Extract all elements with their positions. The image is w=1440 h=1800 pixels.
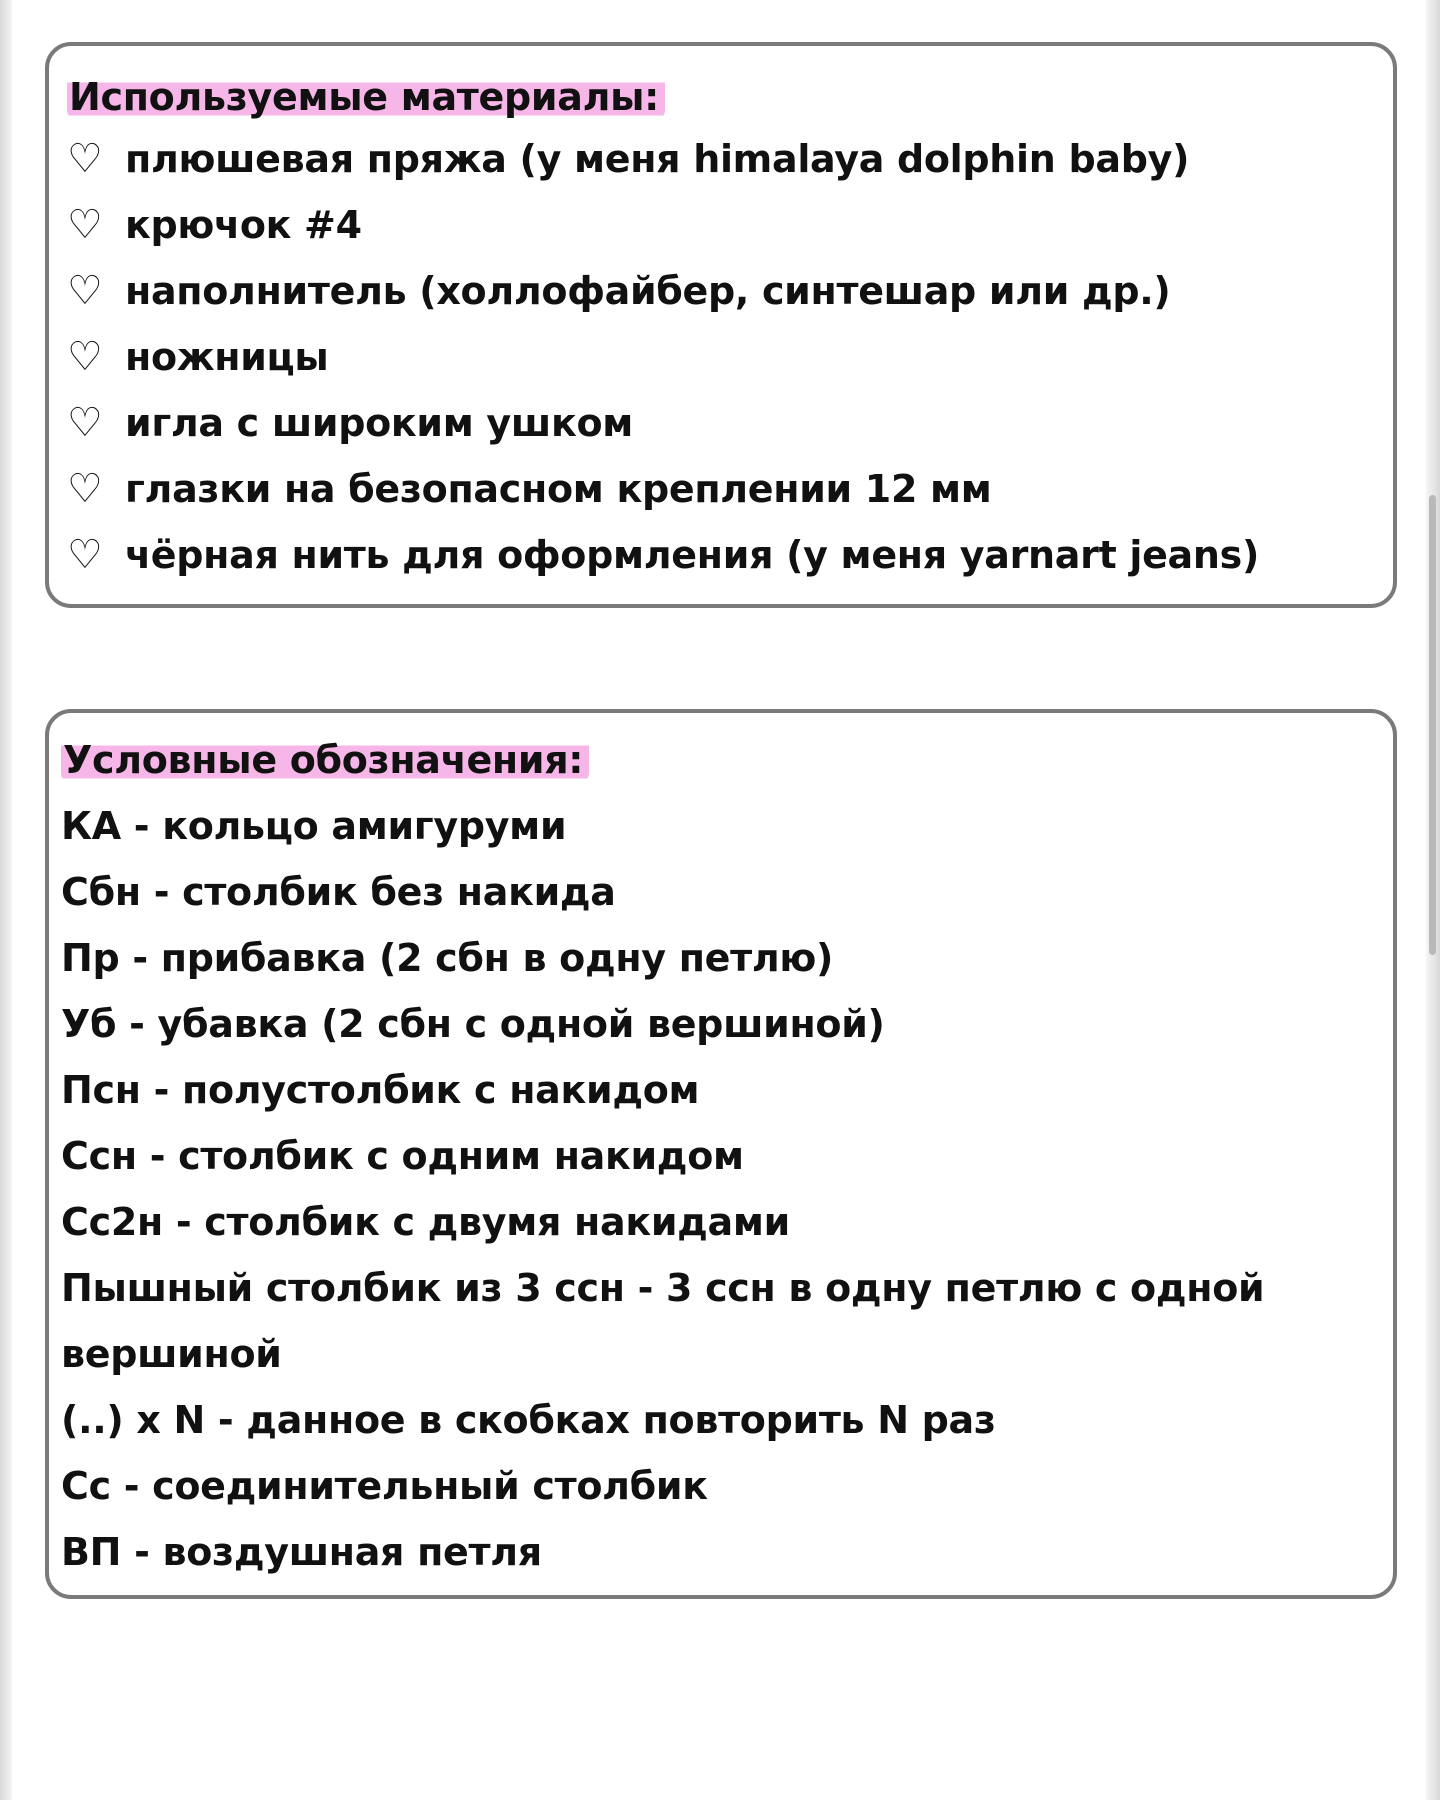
heart-outline-icon: ♡ — [67, 334, 103, 380]
heart-outline-icon: ♡ — [67, 268, 103, 314]
list-item — [67, 456, 1393, 522]
list-item — [67, 258, 1393, 324]
materials-list — [67, 126, 1393, 588]
legend-list — [61, 793, 1393, 1585]
heart-outline-icon: ♡ — [67, 136, 103, 182]
list-item — [67, 324, 1393, 390]
list-item: Сбн - столбик без накида — [61, 870, 616, 914]
heart-outline-icon: ♡ — [67, 400, 103, 446]
list-item: Пышный столбик из 3 ссн - 3 ссн в одну петлю с одной вершиной — [61, 1266, 1265, 1376]
material-text: чёрная нить для оформления (у меня yarnart jeans) — [125, 533, 1260, 577]
list-item: (..) x N - данное в скобках повторить N раз — [61, 1398, 996, 1442]
list-item — [67, 126, 1393, 192]
page-edge-left — [0, 0, 12, 1800]
materials-title: Используемые материалы: — [67, 74, 665, 120]
list-item: Сс2н - столбик с двумя накидами — [61, 1200, 790, 1244]
legend-card — [45, 709, 1397, 1599]
material-text: крючок #4 — [125, 203, 362, 247]
list-item: Уб - убавка (2 сбн с одной вершиной) — [61, 1002, 885, 1046]
list-item — [67, 192, 1393, 258]
materials-card — [45, 42, 1397, 608]
heart-outline-icon: ♡ — [67, 202, 103, 248]
scrollbar-thumb[interactable] — [1429, 495, 1436, 955]
legend-title: Условные обозначения: — [61, 737, 589, 783]
material-text: наполнитель (холлофайбер, синтешар или др.) — [125, 269, 1171, 313]
list-item: Сс - соединительный столбик — [61, 1464, 708, 1508]
material-text: плюшевая пряжа (у меня himalaya dolphin baby) — [125, 137, 1190, 181]
list-item: Псн - полустолбик с накидом — [61, 1068, 700, 1112]
scrollbar-track[interactable] — [1426, 0, 1440, 1800]
list-item: Ссн - столбик с одним накидом — [61, 1134, 744, 1178]
list-item — [67, 522, 1393, 588]
list-item: КА - кольцо амигуруми — [61, 804, 567, 848]
material-text: игла с широким ушком — [125, 401, 634, 445]
list-item: ВП - воздушная петля — [61, 1530, 542, 1574]
list-item — [67, 390, 1393, 456]
material-text: глазки на безопасном креплении 12 мм — [125, 467, 992, 511]
heart-outline-icon: ♡ — [67, 466, 103, 512]
heart-outline-icon: ♡ — [67, 532, 103, 578]
material-text: ножницы — [125, 335, 329, 379]
list-item: Пр - прибавка (2 сбн в одну петлю) — [61, 936, 834, 980]
